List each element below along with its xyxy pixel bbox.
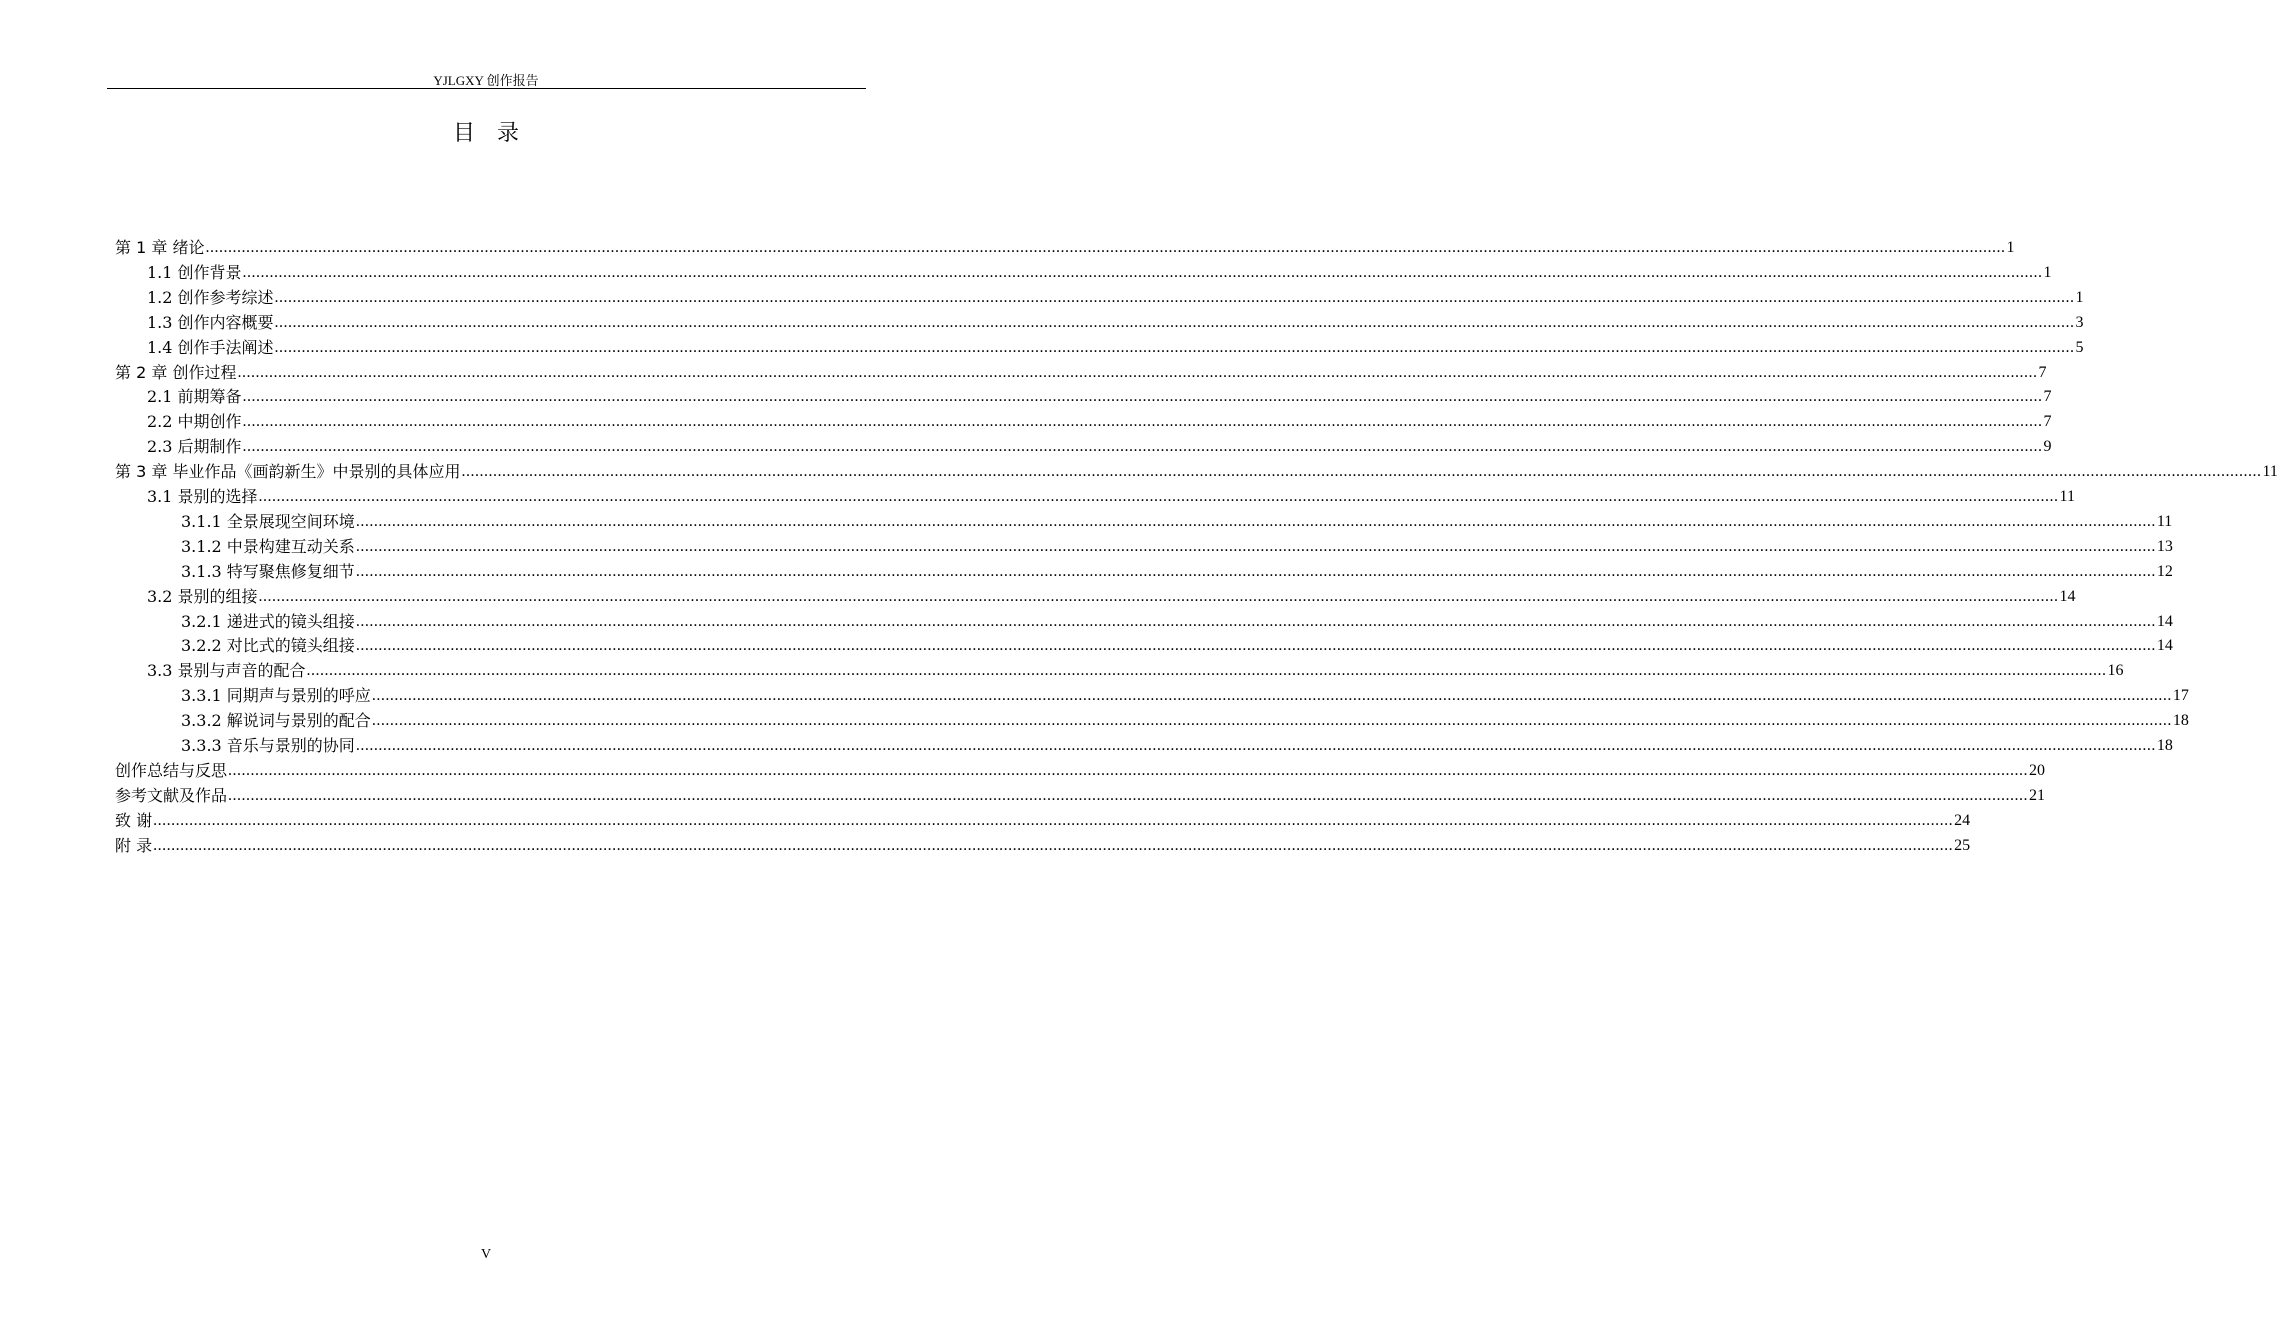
toc-dot-leader: ................................................................................................................................................................................................................................................................................................................................................................................................................ bbox=[205, 239, 2006, 256]
toc-entry[interactable] bbox=[147, 259, 2052, 284]
toc-entry-title: 1.3 创作内容概要 bbox=[147, 312, 274, 332]
toc-entry-title: 3.2.1 递进式的镜头组接 bbox=[181, 611, 355, 631]
toc-dot-leader: ................................................................................................................................................................................................................................................................................................................................................................................................................ bbox=[258, 488, 2059, 505]
toc-entry-page: 25 bbox=[1954, 836, 1971, 854]
toc-entry[interactable] bbox=[115, 782, 2046, 807]
toc-entry[interactable] bbox=[181, 533, 2173, 558]
toc-dot-leader: ................................................................................................................................................................................................................................................................................................................................................................................................................ bbox=[355, 637, 2156, 655]
toc-entry[interactable] bbox=[181, 608, 2173, 633]
toc-entry-title: 创作总结与反思 bbox=[115, 760, 228, 780]
toc-entry[interactable] bbox=[115, 757, 2046, 782]
toc-entry-title: 3.3.1 同期声与景别的呼应 bbox=[181, 686, 371, 706]
toc-entry[interactable] bbox=[181, 508, 2173, 533]
toc-entry-page: 11 bbox=[2262, 463, 2278, 481]
toc-entry[interactable] bbox=[147, 433, 2052, 458]
toc-entry-title: 3.1.2 中景构建互动关系 bbox=[181, 536, 355, 556]
toc-dot-leader: ................................................................................................................................................................................................................................................................................................................................................................................................................ bbox=[355, 562, 2156, 580]
toc-entry-page: 7 bbox=[2043, 388, 2052, 406]
toc-entry[interactable] bbox=[147, 383, 2052, 408]
toc-entry[interactable] bbox=[147, 657, 2124, 682]
toc-entry-title: 1.4 创作手法阐述 bbox=[147, 337, 274, 357]
toc-entry-title: 3.2.2 对比式的镜头组接 bbox=[181, 636, 355, 656]
toc-dot-leader: ................................................................................................................................................................................................................................................................................................................................................................................................................ bbox=[355, 537, 2156, 555]
toc-dot-leader: ................................................................................................................................................................................................................................................................................................................................................................................................................ bbox=[242, 438, 2043, 456]
toc-entry-title: 3.1.1 全景展现空间环境 bbox=[181, 511, 355, 531]
toc-entry[interactable] bbox=[181, 682, 2189, 707]
toc-entry[interactable] bbox=[147, 483, 2075, 508]
toc-entry-page: 24 bbox=[1954, 811, 1971, 829]
toc-entry-page: 12 bbox=[2156, 562, 2173, 580]
toc-entry-page: 7 bbox=[2043, 413, 2052, 431]
toc-entry-title: 3.1 景别的选择 bbox=[147, 487, 258, 506]
toc-entry[interactable] bbox=[147, 408, 2052, 433]
toc-entry-page: 1 bbox=[2006, 239, 2015, 256]
toc-dot-leader: ................................................................................................................................................................................................................................................................................................................................................................................................................ bbox=[306, 662, 2107, 680]
toc-entry-title: 2.1 前期筹备 bbox=[147, 387, 242, 407]
toc-entry-title: 3.2 景别的组接 bbox=[147, 586, 258, 606]
toc-entry[interactable] bbox=[115, 807, 1971, 832]
toc-entry[interactable] bbox=[181, 732, 2173, 757]
toc-entry-page: 18 bbox=[2172, 712, 2189, 730]
toc-entry-page: 17 bbox=[2172, 687, 2189, 705]
toc-dot-leader: ................................................................................................................................................................................................................................................................................................................................................................................................................ bbox=[242, 388, 2043, 406]
toc-entry-page: 16 bbox=[2107, 662, 2124, 680]
toc-dot-leader: ................................................................................................................................................................................................................................................................................................................................................................................................................ bbox=[274, 313, 2075, 331]
toc-entry-page: 1 bbox=[2075, 288, 2084, 306]
toc-entry-page: 11 bbox=[2059, 488, 2075, 505]
toc-dot-leader: ................................................................................................................................................................................................................................................................................................................................................................................................................ bbox=[237, 363, 2038, 381]
toc-entry[interactable] bbox=[115, 359, 2047, 384]
toc-entry[interactable] bbox=[181, 632, 2173, 657]
toc-dot-leader: ................................................................................................................................................................................................................................................................................................................................................................................................................ bbox=[228, 761, 2029, 779]
toc-entry[interactable] bbox=[147, 334, 2084, 359]
toc-dot-leader: ................................................................................................................................................................................................................................................................................................................................................................................................................ bbox=[242, 413, 2043, 431]
toc-entry-title: 3.3 景别与声音的配合 bbox=[147, 661, 306, 681]
toc-entry-page: 14 bbox=[2156, 612, 2173, 630]
toc-dot-leader: ................................................................................................................................................................................................................................................................................................................................................................................................................ bbox=[274, 288, 2075, 306]
toc-entry-title: 1.1 创作背景 bbox=[147, 262, 242, 282]
toc-entry-title: 附 录 bbox=[115, 835, 153, 855]
toc-entry-page: 1 bbox=[2043, 263, 2052, 281]
toc-dot-leader: ................................................................................................................................................................................................................................................................................................................................................................................................................ bbox=[371, 712, 2172, 730]
toc-entry[interactable] bbox=[115, 832, 1971, 857]
toc-dot-leader: ................................................................................................................................................................................................................................................................................................................................................................................................................ bbox=[274, 338, 2075, 356]
toc-entry-page: 14 bbox=[2059, 587, 2076, 605]
toc-dot-leader: ................................................................................................................................................................................................................................................................................................................................................................................................................ bbox=[355, 512, 2156, 530]
header-divider bbox=[107, 88, 866, 89]
toc-entry-title: 2.2 中期创作 bbox=[147, 412, 242, 432]
toc-dot-leader: ................................................................................................................................................................................................................................................................................................................................................................................................................ bbox=[153, 811, 1954, 829]
toc-entry-page: 11 bbox=[2156, 512, 2173, 530]
toc-entry-title: 第 2 章 创作过程 bbox=[115, 362, 237, 382]
toc-entry-title: 1.2 创作参考综述 bbox=[147, 287, 274, 307]
toc-dot-leader: ................................................................................................................................................................................................................................................................................................................................................................................................................ bbox=[242, 263, 2043, 281]
toc-dot-leader: ................................................................................................................................................................................................................................................................................................................................................................................................................ bbox=[371, 687, 2172, 705]
toc-entry-title: 参考文献及作品 bbox=[115, 785, 228, 805]
toc-dot-leader: ................................................................................................................................................................................................................................................................................................................................................................................................................ bbox=[355, 737, 2156, 754]
running-header: YJLGXY 创作报告 bbox=[433, 73, 539, 88]
toc-entry-page: 21 bbox=[2029, 786, 2046, 804]
toc-dot-leader: ................................................................................................................................................................................................................................................................................................................................................................................................................ bbox=[355, 612, 2156, 630]
toc-entry-page: 7 bbox=[2038, 363, 2047, 381]
toc-dot-leader: ................................................................................................................................................................................................................................................................................................................................................................................................................ bbox=[461, 463, 2262, 481]
toc-entry-page: 3 bbox=[2075, 313, 2084, 331]
toc-entry-title: 3.3.3 音乐与景别的协同 bbox=[181, 736, 355, 755]
toc-entry-title: 第 1 章 绪论 bbox=[115, 238, 205, 257]
toc-entry-page: 14 bbox=[2156, 637, 2173, 655]
toc-entry-title: 3.1.3 特写聚焦修复细节 bbox=[181, 561, 355, 581]
toc-entry[interactable] bbox=[115, 234, 2015, 259]
toc-dot-leader: ................................................................................................................................................................................................................................................................................................................................................................................................................ bbox=[258, 587, 2059, 605]
toc-entry-title: 3.3.2 解说词与景别的配合 bbox=[181, 711, 371, 731]
toc-entry-page: 18 bbox=[2156, 737, 2173, 754]
toc-entry-page: 5 bbox=[2075, 338, 2084, 356]
toc-entry[interactable] bbox=[115, 458, 2278, 483]
toc-entry[interactable] bbox=[147, 583, 2076, 608]
toc-entry[interactable] bbox=[181, 558, 2173, 583]
toc-entry-title: 第 3 章 毕业作品《画韵新生》中景别的具体应用 bbox=[115, 462, 461, 482]
toc-dot-leader: ................................................................................................................................................................................................................................................................................................................................................................................................................ bbox=[228, 786, 2029, 804]
toc-entry-page: 13 bbox=[2156, 537, 2173, 555]
toc-entry[interactable] bbox=[181, 707, 2189, 732]
toc-entry[interactable] bbox=[147, 309, 2084, 334]
page-number: V bbox=[480, 1247, 492, 1262]
toc-entry-title: 2.3 后期制作 bbox=[147, 437, 242, 457]
toc-title: 目录 bbox=[452, 121, 541, 146]
toc-dot-leader: ................................................................................................................................................................................................................................................................................................................................................................................................................ bbox=[153, 836, 1954, 854]
toc-entry[interactable] bbox=[147, 284, 2084, 309]
toc-entry-page: 20 bbox=[2029, 761, 2046, 779]
toc-entry-title: 致 谢 bbox=[115, 810, 153, 830]
toc-entry-page: 9 bbox=[2043, 438, 2052, 456]
